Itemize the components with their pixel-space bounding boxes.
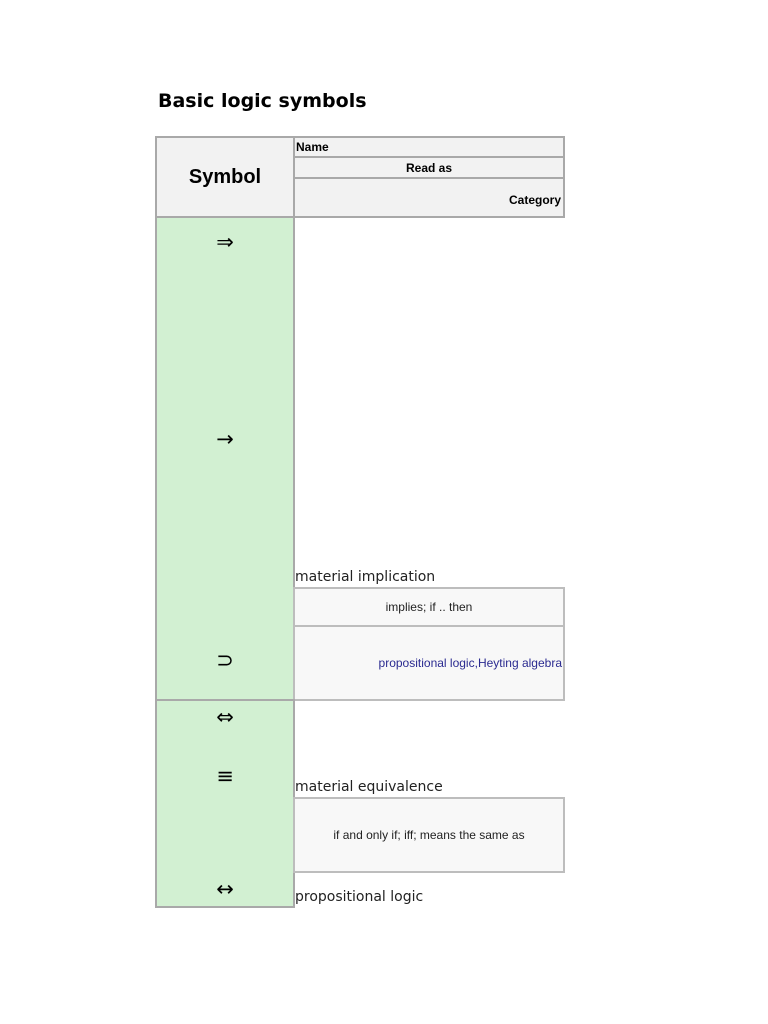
identical-to-symbol: ≡ [216, 764, 234, 788]
header-read-as-label: Read as [405, 160, 453, 175]
double-left-right-arrow-symbol: ⇔ [216, 705, 234, 729]
link-propositional-logic[interactable]: propositional logic [378, 656, 475, 670]
header-name-label: Name [296, 140, 329, 154]
row-implication-name: material implication [295, 569, 436, 585]
row-implication-category-cell [293, 625, 565, 701]
page-title: Basic logic symbols [158, 90, 367, 112]
header-category-label: Category [508, 192, 561, 207]
category-separator: , [474, 656, 478, 670]
right-arrow-symbol: → [216, 427, 234, 451]
row-implication-symbol-cell [155, 216, 295, 702]
header-name-cell [293, 136, 565, 158]
row-equivalence-read-as: if and only if; iff; means the same as [333, 828, 525, 842]
link-heyting-algebra[interactable]: Heyting algebra [477, 656, 562, 670]
superset-symbol: ⊃ [216, 648, 234, 672]
row-equivalence-category: propositional logic [295, 889, 424, 905]
row-equivalence-name: material equivalence [295, 779, 443, 795]
double-right-arrow-symbol: ⇒ [216, 230, 234, 254]
header-category-cell [293, 177, 565, 218]
header-symbol-label: Symbol [188, 165, 262, 188]
row-implication-read-as: implies; if .. then [385, 600, 473, 614]
header-symbol-cell [155, 136, 295, 218]
row-equivalence-read-as-cell [293, 797, 565, 873]
row-implication-read-as-cell [293, 587, 565, 627]
left-right-arrow-symbol: ↔ [216, 877, 234, 901]
header-read-as-cell [293, 156, 565, 179]
